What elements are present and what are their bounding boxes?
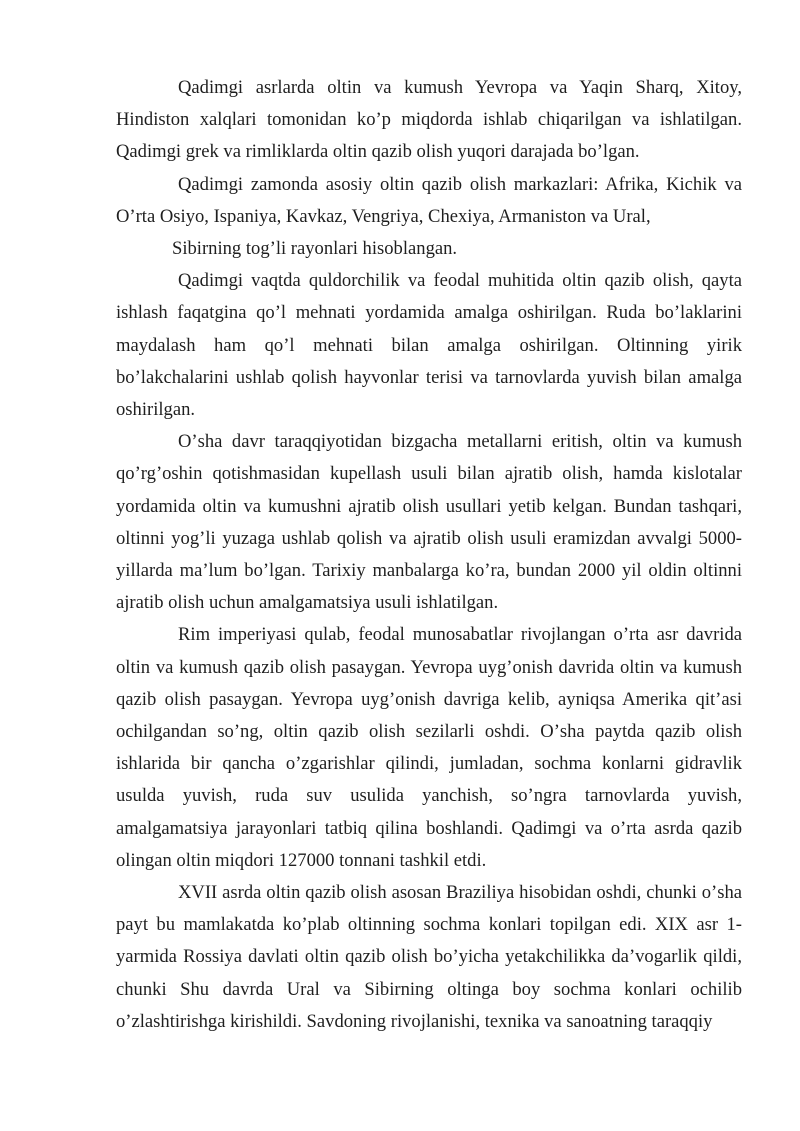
- paragraph-manual-labor: Qadimgi vaqtda quldorchilik va feodal muhitida oltin qazib olish, qayta ishlash faqatgina qoʼl mehnati yordamida amalga oshirilgan. Ruda boʼlaklarini maydalash ham qoʼl mehnati bilan amalga oshirilgan. Oltinning yirik boʼlakchalarini ushlab qolish hayvonlar terisi va tarnovlarda yuvish bilan amalga oshirilgan.: [116, 270, 742, 421]
- paragraph-17th-19th-century: XVII asrda oltin qazib olish asosan Braziliya hisobidan oshdi, chunki oʼsha payt bu mamlakatda koʼplab oltinning sochma konlari topilgan edi. XIX asr 1-yarmida Rossiya davlati oltin qazib olish boʼyicha yetakchilikka daʼvogarlik qildi, chunki Shu davrda Ural va Sibirning oltinga boy sochma konlari ochilib oʼzlashtirishga kirishildi. Savdoning rivojlanishi, texnika va sanoatning taraqqiy: [116, 882, 742, 1032]
- paragraph-extraction-methods: Oʼsha davr taraqqiyotidan bizgacha metallarni eritish, oltin va kumush qoʼrgʼoshin qotishmasidan kupellash usuli bilan ajratib olish, hamda kislotalar yordamida oltin va kumushni ajratib olish usullari yetib kelgan. Bundan tashqari, oltinni yogʼli yuzaga ushlab qolish va ajratib olish usuli eramizdan avvalgi 5000-yillarda maʼlum boʼlgan. Tarixiy manbalarga koʼra, bundan 2000 yil oldin oltinni ajratib olish uchun amalgamatsiya usuli ishlatilgan.: [116, 431, 742, 614]
- document-body: [116, 72, 742, 1038]
- paragraph-siberia: Sibirning togʼli rayonlari hisoblangan.: [172, 238, 458, 260]
- paragraph-middle-ages: Rim imperiyasi qulab, feodal munosabatlar rivojlangan oʼrta asr davrida oltin va kumush qazib olish pasaygan. Yevropa uygʼonish davrida oltin va kumush qazib olish pasaygan. Yevropa uygʼonish davriga kelib, ayniqsa Amerika qitʼasi ochilgandan soʼng, oltin qazib olish sezilarli oshdi. Oʼsha paytda qazib olish ishlarida bir qancha oʼzgarishlar qilindi, jumladan, sochma konlarni gidravlik usulda yuvish, ruda suv usulida yanchish, soʼngra tarnovlarda yuvish, amalgamatsiya jarayonlari tatbiq qilina boshlandi. Qadimgi va oʼrta asrda qazib olingan oltin miqdori 127000 tonnani tashkil etdi.: [116, 624, 742, 871]
- paragraph-ancient-centers: Qadimgi zamonda asosiy oltin qazib olish markazlari: Afrika, Kichik va Oʼrta Osiyo, Ispaniya, Kavkaz, Vengriya, Chexiya, Armaniston va Ural,: [116, 173, 742, 227]
- paragraph-ancient-production: Qadimgi asrlarda oltin va kumush Yevropa va Yaqin Sharq, Xitoy, Hindiston xalqlari tomonidan koʼp miqdorda ishlab chiqarilgan va ishlatilgan. Qadimgi grek va rimliklarda oltin qazib olish yuqori darajada boʼlgan.: [116, 77, 742, 163]
